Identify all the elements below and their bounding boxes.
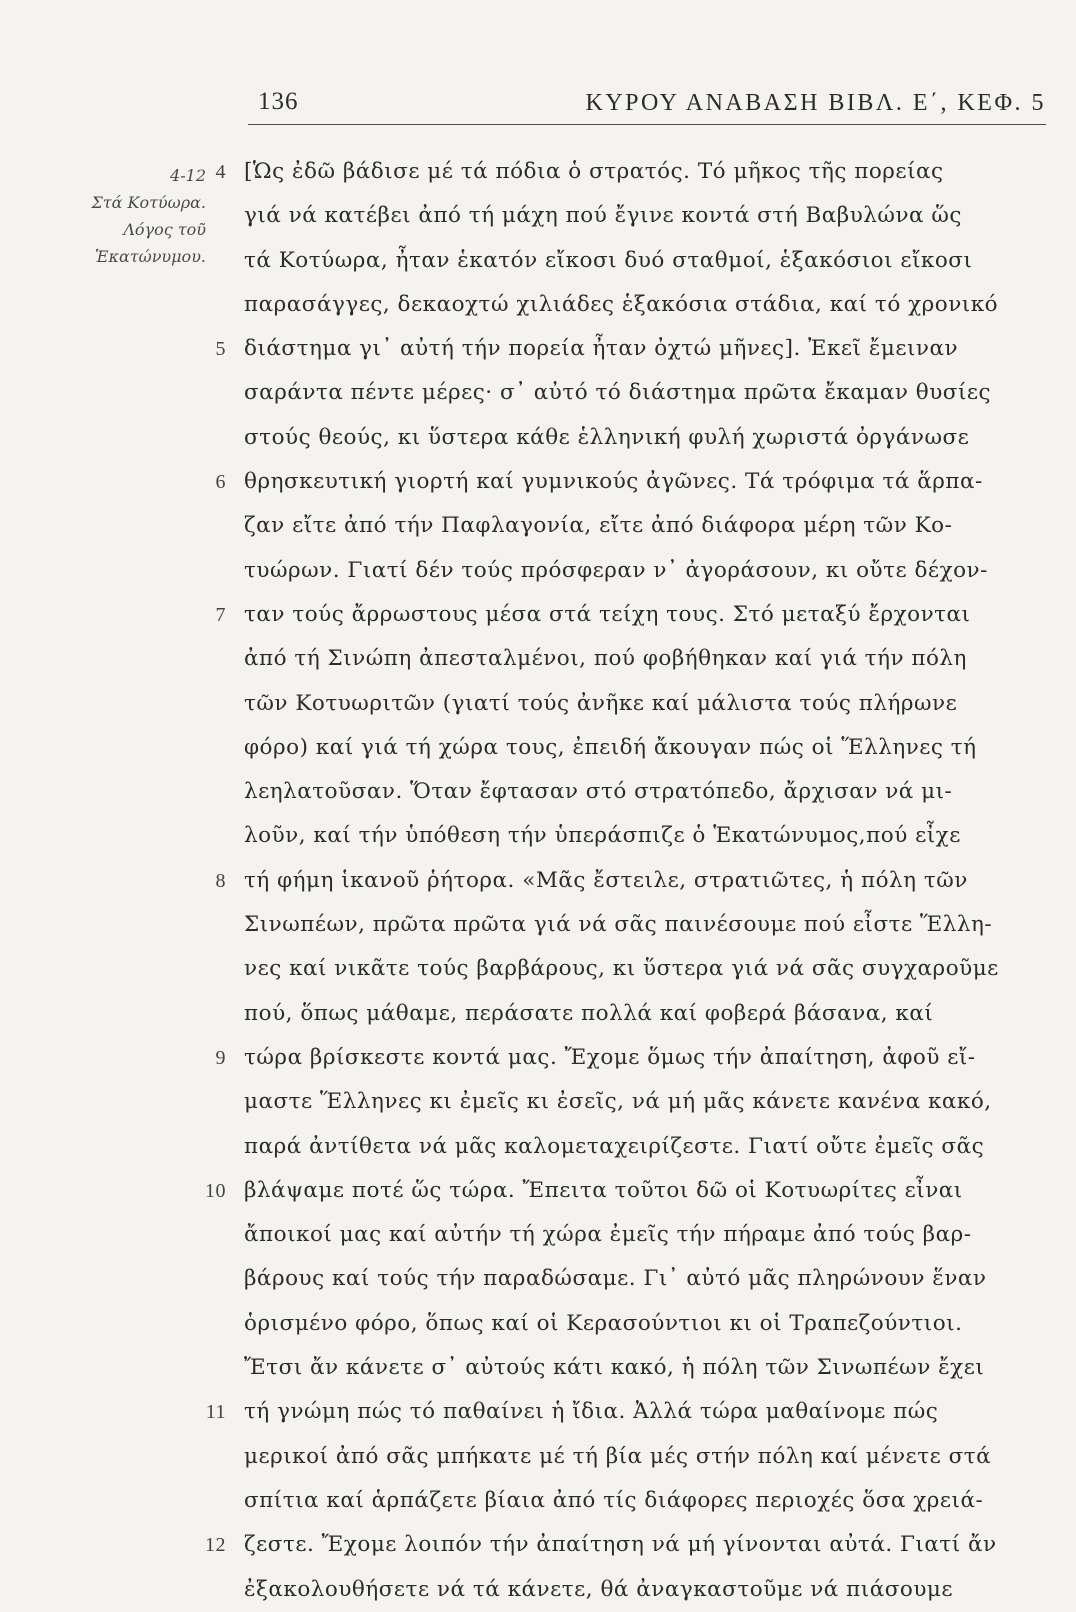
line-text: τυώρων. Γιατί δέν τούς πρόσφεραν ν᾽ ἀγοράσουν, κι οὔτε δέχον-: [244, 557, 988, 583]
line-text: Ἔτσι ἄν κάνετε σ᾽ αὐτούς κάτι κακό, ἡ πόλη τῶν Σινωπέων ἔχει: [244, 1355, 985, 1381]
section-number: 5: [215, 338, 226, 361]
line-text: σαράντα πέντε μέρες· σ᾽ αὐτό τό διάστημα πρῶτα ἔκαμαν θυσίες: [244, 380, 992, 406]
section-number: 9: [215, 1046, 226, 1069]
text-line: [244, 992, 1054, 1036]
line-text: μερικοί ἀπό σᾶς μπήκατε μέ τή βία μές στήν πόλη καί μένετε στά: [244, 1443, 992, 1469]
text-line: [244, 1257, 1054, 1301]
marginal-line: Ἑκατώνυμου.: [95, 247, 206, 266]
marginal-line: Λόγος τοῦ: [123, 220, 206, 239]
text-line: [244, 1302, 1054, 1346]
line-text: νες καί νικᾶτε τούς βαρβάρους, κι ὕστερα γιά νά σᾶς συγχαροῦμε: [244, 956, 999, 982]
line-text: βλάψαμε ποτέ ὥς τώρα. Ἔπειτα τοῦτοι δῶ οἱ Κοτυωρίτες εἶναι: [244, 1177, 963, 1203]
line-text: τά Κοτύωρα, ἦταν ἑκατόν εἴκοσι δυό σταθμοί, ἑξακόσιοι εἴκοσι: [244, 247, 973, 273]
line-text: ζαν εἴτε ἀπό τήν Παφλαγονία, εἴτε ἀπό διάφορα μέρη τῶν Κο-: [244, 513, 953, 539]
marginal-note: [60, 162, 206, 270]
section-number: 10: [205, 1179, 226, 1202]
section-number: 4: [215, 161, 226, 183]
text-line: [244, 549, 1054, 593]
line-text: τώρα βρίσκεστε κοντά μας. Ἔχομε ὅμως τήν ἀπαίτηση, ἀφοῦ εἴ-: [244, 1044, 976, 1070]
line-text: ἐξακολουθήσετε νά τά κάνετε, θά ἀναγκαστοῦμε νά πιάσουμε: [244, 1576, 954, 1602]
text-line: [205, 1523, 1054, 1567]
line-text: στούς θεούς, κι ὕστερα κάθε ἑλληνική φυλή χωριστά ὀργάνωσε: [244, 424, 970, 450]
line-text: θρησκευτική γιορτή καί γυμνικούς ἀγῶνες. Τά τρόφιμα τά ἅρπα-: [244, 469, 983, 495]
line-text: πού, ὅπως μάθαμε, περάσατε πολλά καί φοβερά βάσανα, καί: [244, 1000, 934, 1026]
section-number: 7: [215, 603, 226, 626]
text-line: [215, 150, 1054, 194]
line-text: τή γνώμη πώς τό παθαίνει ἡ ἴδια. Ἀλλά τώρα μαθαίνομε πώς: [244, 1399, 939, 1425]
text-line: [215, 1036, 1054, 1080]
text-line: [244, 1080, 1054, 1124]
line-text: ταν τούς ἄρρωστους μέσα στά τείχη τους. Στό μεταξύ ἔρχονται: [244, 601, 971, 627]
text-line: [244, 504, 1054, 548]
text-line: [244, 726, 1054, 770]
header-rule: [248, 124, 1046, 125]
line-text: μαστε Ἕλληνες κι ἐμεῖς κι ἐσεῖς, νά μή μᾶς κάνετε κανένα κακό,: [244, 1089, 992, 1115]
line-text: λεηλατοῦσαν. Ὅταν ἔφτασαν στό στρατόπεδο, ἄρχισαν νά μι-: [244, 779, 953, 805]
text-line: [244, 947, 1054, 991]
text-line: [215, 593, 1054, 637]
body-text: [205, 150, 1054, 1612]
text-line: [244, 637, 1054, 681]
section-number: 8: [215, 869, 226, 892]
text-line: [244, 1213, 1054, 1257]
line-text: ἄποικοί μας καί αὐτήν τή χώρα ἐμεῖς τήν πήραμε ἀπό τούς βαρ-: [244, 1222, 972, 1248]
line-text: Σινωπέων, πρῶτα πρῶτα γιά νά σᾶς παινέσουμε πού εἶστε Ἕλλη-: [244, 912, 993, 938]
text-line: [244, 416, 1054, 460]
page-number: 136: [258, 88, 299, 115]
line-text: παρά ἀντίθετα νά μᾶς καλομεταχειρίζεστε. Γιατί οὔτε ἐμεῖς σᾶς: [244, 1133, 985, 1159]
line-text: παρασάγγες, δεκαοχτώ χιλιάδες ἑξακόσια στάδια, καί τό χρονικό: [244, 291, 999, 317]
text-line: [244, 682, 1054, 726]
text-line: [244, 371, 1054, 415]
text-line: [244, 1568, 1054, 1612]
text-line: [215, 327, 1054, 371]
text-line: [244, 283, 1054, 327]
marginal-ref: 4-12: [170, 166, 206, 185]
text-line: [215, 460, 1054, 504]
line-text: [Ὡς ἐδῶ βάδισε μέ τά πόδια ὁ στρατός. Τό μῆκος τῆς πορείας: [244, 159, 944, 184]
line-text: τῶν Κοτυωριτῶν (γιατί τούς ἀνῆκε καί μάλιστα τούς πλήρωνε: [244, 690, 958, 716]
text-line: [244, 239, 1054, 283]
line-text: διάστημα γι᾽ αὐτή τήν πορεία ἦταν ὀχτώ μῆνες]. Ἐκεῖ ἔμειναν: [244, 336, 959, 362]
marginal-line: Στά Κοτύωρα.: [91, 193, 206, 212]
line-text: ἀπό τή Σινώπη ἀπεσταλμένοι, πού φοβήθηκαν καί γιά τήν πόλη: [244, 646, 967, 672]
text-line: [244, 1435, 1054, 1479]
line-text: βάρους καί τούς τήν παραδώσαμε. Γι᾽ αὐτό μᾶς πληρώνουν ἕναν: [244, 1266, 987, 1292]
text-line: [244, 1125, 1054, 1169]
line-text: φόρο) καί γιά τή χώρα τους, ἐπειδή ἄκουγαν πώς οἱ Ἕλληνες τή: [244, 734, 977, 760]
text-line: [244, 194, 1054, 238]
section-number: 6: [215, 471, 226, 494]
line-text: τή φήμη ἱκανοῦ ῥήτορα. «Μᾶς ἔστειλε, στρατιῶτες, ἡ πόλη τῶν: [244, 867, 968, 893]
text-line: [244, 814, 1054, 858]
line-text: ὁρισμένο φόρο, ὅπως καί οἱ Κερασούντιοι κι οἱ Τραπεζούντιοι.: [244, 1310, 963, 1336]
running-title: ΚΥΡΟΥ ΑΝΑΒΑΣΗ ΒΙΒΛ. Ε΄, ΚΕΦ. 5: [585, 90, 1046, 116]
text-line: [244, 770, 1054, 814]
text-line: [215, 859, 1054, 903]
section-number: 11: [205, 1401, 226, 1424]
text-line: [205, 1169, 1054, 1213]
line-text: σπίτια καί ἁρπάζετε βίαια ἀπό τίς διάφορες περιοχές ὅσα χρειά-: [244, 1487, 984, 1513]
text-line: [244, 903, 1054, 947]
section-number: 12: [205, 1534, 226, 1557]
line-text: λοῦν, καί τήν ὑπόθεση τήν ὑπεράσπιζε ὁ Ἑκατώνυμος,πού εἶχε: [244, 823, 961, 849]
text-line: [244, 1346, 1054, 1390]
text-line: [244, 1479, 1054, 1523]
page-header: [248, 82, 1046, 122]
text-line: [205, 1390, 1054, 1434]
line-text: ζεστε. Ἔχομε λοιπόν τήν ἀπαίτηση νά μή γίνονται αὐτά. Γιατί ἄν: [244, 1532, 997, 1558]
line-text: γιά νά κατέβει ἀπό τή μάχη πού ἔγινε κοντά στή Βαβυλώνα ὥς: [244, 203, 962, 229]
